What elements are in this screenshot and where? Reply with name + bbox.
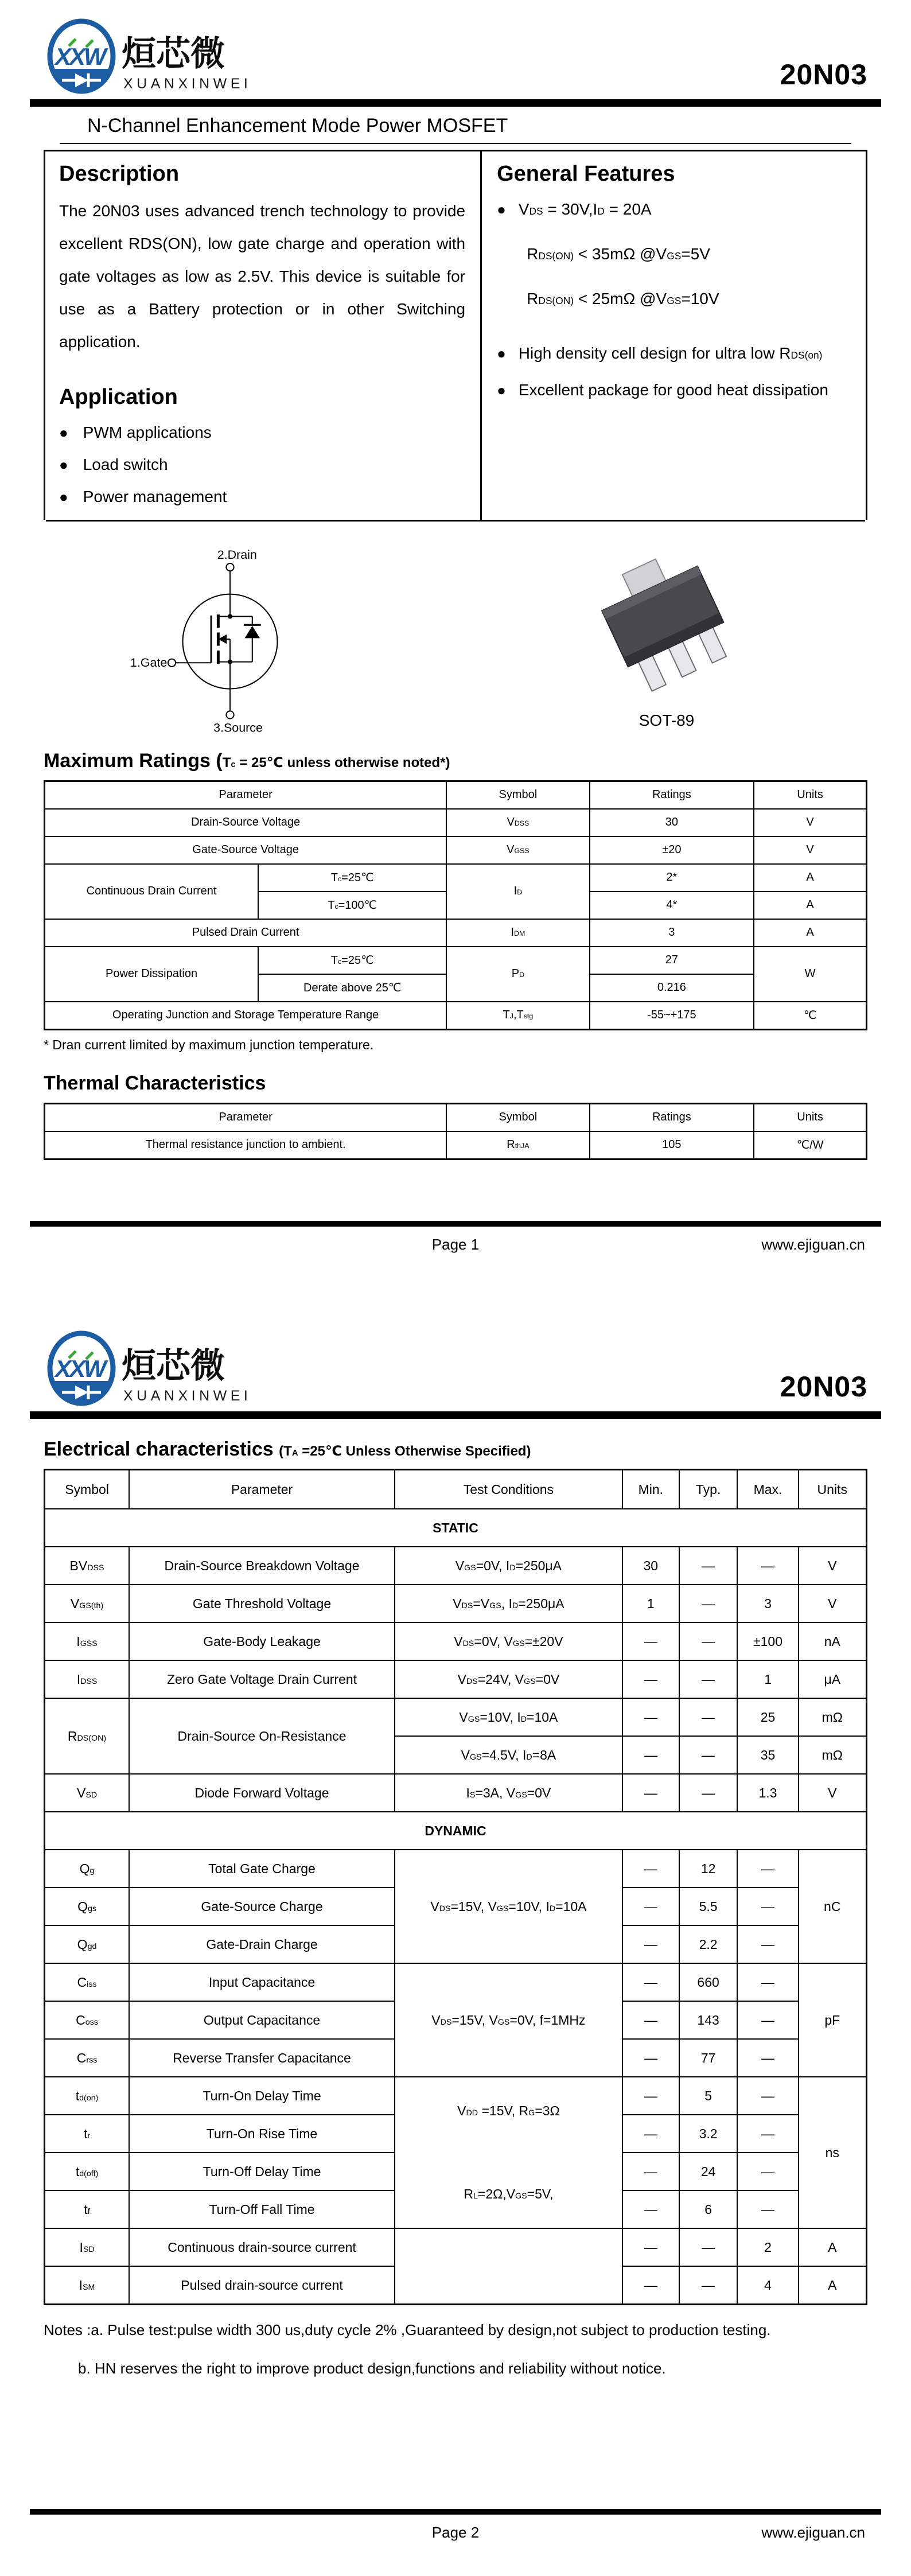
feature-item [497,239,853,269]
cell: — [679,1585,738,1622]
cell: Drain-Source Breakdown Voltage [129,1547,395,1585]
max-ratings-footnote: * Dran current limited by maximum junction temperature. [44,1037,374,1052]
part-number: 20N03 [780,59,867,91]
page-header [0,0,911,99]
cell: — [737,2153,798,2190]
cell: — [679,2266,738,2305]
cell: V [754,809,866,836]
cell: — [737,1888,798,1925]
cell: — [679,2228,738,2266]
table-row [45,2077,867,2115]
cell: — [622,1850,679,1888]
company-name-cn: 烜芯微 [122,34,225,73]
feature-label: RDS(ON) < 35mΩ @VGS=5V [527,244,710,263]
cell: mΩ [799,1736,867,1774]
features-heading: General Features [497,162,675,186]
cell: Qgd [45,1925,130,1963]
description-box [44,150,480,520]
max-ratings-heading-main: Maximum Ratings ( [44,749,223,772]
cell: VDSS [446,809,589,836]
table-row [45,947,867,974]
cell: 3 [737,1585,798,1622]
bullet-icon [497,201,506,218]
cell: 105 [590,1131,754,1159]
electrical-heading-main: Electrical characteristics [44,1438,279,1460]
header-rule [30,99,881,107]
cell: — [622,1698,679,1736]
cell: DYNAMIC [45,1812,867,1850]
cell: V [799,1585,867,1622]
cell: A [754,864,866,892]
table-row [45,2228,867,2266]
maximum-ratings-table [44,780,867,1030]
cell: VGS(th) [45,1585,130,1622]
cell: 6 [679,2190,738,2228]
cell: A [799,2228,867,2266]
pin-label-source: 3.Source [213,721,263,734]
cell: — [622,1963,679,2001]
description-body: The 20N03 uses advanced trench technology to provide excellent RDS(ON), low gate charge and operation with gate voltages as low as 2.5V. This device is suitable for use as a Battery protection or in other Switching application. [59,202,466,351]
cell: Continuous Drain Current [45,864,259,919]
cell: VDS=VGS, ID=250μA [395,1585,622,1622]
feature-label: High density cell design for ultra low RDS(on) [518,344,823,363]
cell: 12 [679,1850,738,1888]
table-row [45,1963,867,2001]
cell: Coss [45,2001,130,2039]
cell: — [737,1547,798,1585]
list-item-label: Power management [83,487,227,505]
company-name-en: XUANXINWEI [123,76,250,92]
cell: 2 [737,2228,798,2266]
cell: — [622,1888,679,1925]
cell: tf [45,2190,130,2228]
header-cell: Ratings [590,781,754,809]
application-heading: Application [59,384,178,409]
cell [395,2228,622,2305]
table-row [45,1547,867,1585]
notes-line-b: b. HN reserves the right to improve product design,functions and reliability without notice. [78,2360,666,2377]
cell: — [737,2115,798,2153]
cell: — [622,2228,679,2266]
cell: Gate-Body Leakage [129,1622,395,1660]
sot89-package-icon [581,556,753,699]
feature-item [497,375,853,405]
pinout-diagram [44,522,867,744]
table-row [45,864,867,892]
page-header [0,1288,911,1411]
feature-label: RDS(ON) < 25mΩ @VGS=10V [527,289,719,308]
cell: — [679,1736,738,1774]
thermal-table [44,1103,867,1160]
cell: Reverse Transfer Capacitance [129,2039,395,2077]
cell: Turn-Off Fall Time [129,2190,395,2228]
cell: — [737,2001,798,2039]
cell: VGS=4.5V, ID=8A [395,1736,622,1774]
cell: Ciss [45,1963,130,2001]
table-row [45,1774,867,1812]
features-box [480,150,867,520]
cell: 143 [679,2001,738,2039]
package-label: SOT-89 [639,711,695,729]
header-cell: Parameter [45,1103,447,1131]
table-row [45,1470,867,1509]
feature-item [497,338,853,368]
notes-line-a: Notes :a. Pulse test:pulse width 300 us,duty cycle 2% ,Guaranteed by design,not subject to production testing. [44,2321,771,2338]
pin-label-gate: 1.Gate [130,655,168,670]
cell: — [679,1698,738,1736]
page-footer [44,1221,867,1254]
cell: VGS=10V, ID=10A [395,1698,622,1736]
website-link: www.ejiguan.cn [761,2524,865,2541]
list-item-label: Load switch [83,455,168,473]
mosfet-symbol [118,544,342,737]
feature-item [497,284,853,314]
cell: VDS=15V, VGS=0V, f=1MHz [395,1963,622,2077]
cell: V [799,1547,867,1585]
cell: VGSS [446,836,589,864]
cell: IDM [446,919,589,947]
cell: Tc=25℃ [258,947,446,974]
cell: A [754,892,866,919]
mosfet-symbol-icon [118,544,342,734]
table-row [45,1622,867,1660]
part-number: 20N03 [780,1371,867,1403]
cell: Output Capacitance [129,2001,395,2039]
header-cell: Units [754,781,866,809]
cell: — [737,2190,798,2228]
cell: 30 [622,1547,679,1585]
feature-label: VDS = 30V,ID = 20A [518,200,652,218]
cell: 1 [737,1660,798,1698]
cell: — [622,2115,679,2153]
cell: VDS=0V, VGS=±20V [395,1622,622,1660]
company-logo [44,17,250,96]
cell: Tc=25℃ [258,864,446,892]
logo-monogram: XXW [55,1355,105,1382]
cell: STATIC [45,1509,867,1547]
cell: Crss [45,2039,130,2077]
page-number: Page 1 [431,1236,480,1253]
cell: 35 [737,1736,798,1774]
company-name-cn: 烜芯微 [122,1347,225,1385]
table-row [45,1698,867,1736]
header-cell: Parameter [45,781,447,809]
cell: 2.2 [679,1925,738,1963]
footer-rule [30,1221,881,1227]
feature-label: Excellent package for good heat dissipation [518,381,828,399]
package-drawing [581,556,753,730]
description-heading: Description [59,162,180,186]
cell: Turn-On Rise Time [129,2115,395,2153]
datasheet-page-2 [0,1288,911,2576]
cell: Tc=100℃ [258,892,446,919]
cell: 5.5 [679,1888,738,1925]
header-rule [30,1411,881,1419]
electrical-characteristics-table [44,1469,867,2305]
list-item [59,423,465,442]
cell: 25 [737,1698,798,1736]
bullet-icon [59,457,68,472]
page-number: Page 2 [431,2524,480,2541]
cell: PD [446,947,589,1002]
cell: ℃/W [754,1131,866,1159]
logo-mark-icon [48,21,115,93]
header-cell: Symbol [446,781,589,809]
company-name-en: XUANXINWEI [123,1388,250,1404]
cell: A [754,919,866,947]
logo-monogram: XXW [55,43,105,70]
cell: 3.2 [679,2115,738,2153]
list-item-label: PWM applications [83,423,212,441]
cell: VDS=15V, VGS=10V, ID=10A [395,1850,622,1963]
table-row [45,781,867,809]
header-cell: Min. [622,1470,679,1509]
cell: VSD [45,1774,130,1812]
cell: Gate-Drain Charge [129,1925,395,1963]
bullet-icon [497,382,506,399]
cell: IS=3A, VGS=0V [395,1774,622,1812]
cell: td(off) [45,2153,130,2190]
max-ratings-heading-cond: Tc = 25℃ unless otherwise noted*) [222,754,450,771]
cell: 27 [590,947,754,974]
bullet-icon [59,489,68,504]
cell: Zero Gate Voltage Drain Current [129,1660,395,1698]
feature-item [497,194,853,224]
cell: Gate-Source Voltage [45,836,447,864]
cell: ℃ [754,1002,866,1030]
cell: Diode Forward Voltage [129,1774,395,1812]
cell: V [799,1774,867,1812]
cell: td(on) [45,2077,130,2115]
company-logo [44,1329,250,1408]
cell: — [679,1622,738,1660]
header-cell: Symbol [45,1470,130,1509]
cell: 2* [590,864,754,892]
cell: Turn-On Delay Time [129,2077,395,2115]
cell: pF [799,1963,867,2077]
table-row [45,1585,867,1622]
cell: A [799,2266,867,2305]
website-link: www.ejiguan.cn [761,1236,865,1253]
page-footer [44,2509,867,2542]
cell: ±20 [590,836,754,864]
cell: ±100 [737,1622,798,1660]
thermal-heading: Thermal Characteristics [44,1072,266,1094]
cell: — [622,2001,679,2039]
header-cell: Symbol [446,1103,589,1131]
logo-mark-icon [48,1333,115,1405]
cell: — [737,2039,798,2077]
electrical-heading-cond: (TA =25℃ Unless Otherwise Specified) [279,1443,531,1459]
cell: Power Dissipation [45,947,259,1002]
max-ratings-heading [44,750,867,772]
cell: 660 [679,1963,738,2001]
list-item [59,456,465,474]
document-title: N-Channel Enhancement Mode Power MOSFET [87,115,508,137]
table-row [45,1812,867,1850]
cell: μA [799,1660,867,1698]
header-cell: Units [799,1470,867,1509]
cell: — [622,2153,679,2190]
cell: — [737,1850,798,1888]
cell: BVDSS [45,1547,130,1585]
title-underline [60,115,851,144]
list-item [59,488,465,506]
cell: -55~+175 [590,1002,754,1030]
cell: ISM [45,2266,130,2305]
cell: — [737,2077,798,2115]
cell: Drain-Source Voltage [45,809,447,836]
cell: — [679,1660,738,1698]
cell: RthJA [446,1131,589,1159]
cell: Qg [45,1850,130,1888]
cell: — [622,1660,679,1698]
cell: W [754,947,866,1002]
cell: mΩ [799,1698,867,1736]
cell: VDD =15V, RG=3Ω RL=2Ω,VGS=5V, [395,2077,622,2228]
cell: — [679,1547,738,1585]
cell: ISD [45,2228,130,2266]
cell: — [622,2039,679,2077]
cell: Total Gate Charge [129,1850,395,1888]
cell: Operating Junction and Storage Temperature Range [45,1002,447,1030]
cell: tr [45,2115,130,2153]
cell: ID [446,864,589,919]
cell: 1.3 [737,1774,798,1812]
cell: — [622,1925,679,1963]
cell: 4 [737,2266,798,2305]
cell: 77 [679,2039,738,2077]
bullet-icon [59,425,68,440]
cell: V [754,836,866,864]
cell: — [679,1774,738,1812]
cell: — [622,1774,679,1812]
cell: — [737,1925,798,1963]
cell: 30 [590,809,754,836]
header-cell: Max. [737,1470,798,1509]
cell: Input Capacitance [129,1963,395,2001]
table-row [45,1131,867,1159]
cell: — [622,2190,679,2228]
cell: Gate Threshold Voltage [129,1585,395,1622]
cell: Continuous drain-source current [129,2228,395,2266]
table-row [45,1850,867,1888]
header-cell: Typ. [679,1470,738,1509]
table-row [45,1103,867,1131]
cell: TJ,Tstg [446,1002,589,1030]
header-cell: Ratings [590,1103,754,1131]
header-cell: Units [754,1103,866,1131]
cell: Drain-Source On-Resistance [129,1698,395,1774]
application-list [59,423,465,506]
table-row [45,1509,867,1547]
cell: Derate above 25℃ [258,974,446,1002]
cell: 24 [679,2153,738,2190]
cell: Qgs [45,1888,130,1925]
cell: 4* [590,892,754,919]
table-row [45,1660,867,1698]
cell: RDS(ON) [45,1698,130,1774]
table-row [45,836,867,864]
cell: IDSS [45,1660,130,1698]
cell: 1 [622,1585,679,1622]
cell: VDS=24V, VGS=0V [395,1660,622,1698]
cell: Turn-Off Delay Time [129,2153,395,2190]
intro-columns [44,150,867,520]
cell: Pulsed drain-source current [129,2266,395,2305]
header-cell: Test Conditions [395,1470,622,1509]
cell: — [622,2077,679,2115]
cell: nC [799,1850,867,1963]
cell: Pulsed Drain Current [45,919,447,947]
cell: 0.216 [590,974,754,1002]
footer-rule [30,2509,881,2515]
cell: 3 [590,919,754,947]
cell: — [622,2266,679,2305]
pin-label-drain: 2.Drain [217,547,257,562]
table-row [45,919,867,947]
bullet-icon [497,345,506,362]
cell: — [622,1622,679,1660]
cell: Gate-Source Charge [129,1888,395,1925]
cell: VGS=0V, ID=250μA [395,1547,622,1585]
table-row [45,809,867,836]
header-cell: Parameter [129,1470,395,1509]
cell: — [737,1963,798,2001]
cell: 5 [679,2077,738,2115]
electrical-heading [44,1438,867,1461]
table-row [45,1002,867,1030]
cell: — [622,1736,679,1774]
cell: nA [799,1622,867,1660]
cell: ns [799,2077,867,2228]
cell: Thermal resistance junction to ambient. [45,1131,447,1159]
cell: IGSS [45,1622,130,1660]
